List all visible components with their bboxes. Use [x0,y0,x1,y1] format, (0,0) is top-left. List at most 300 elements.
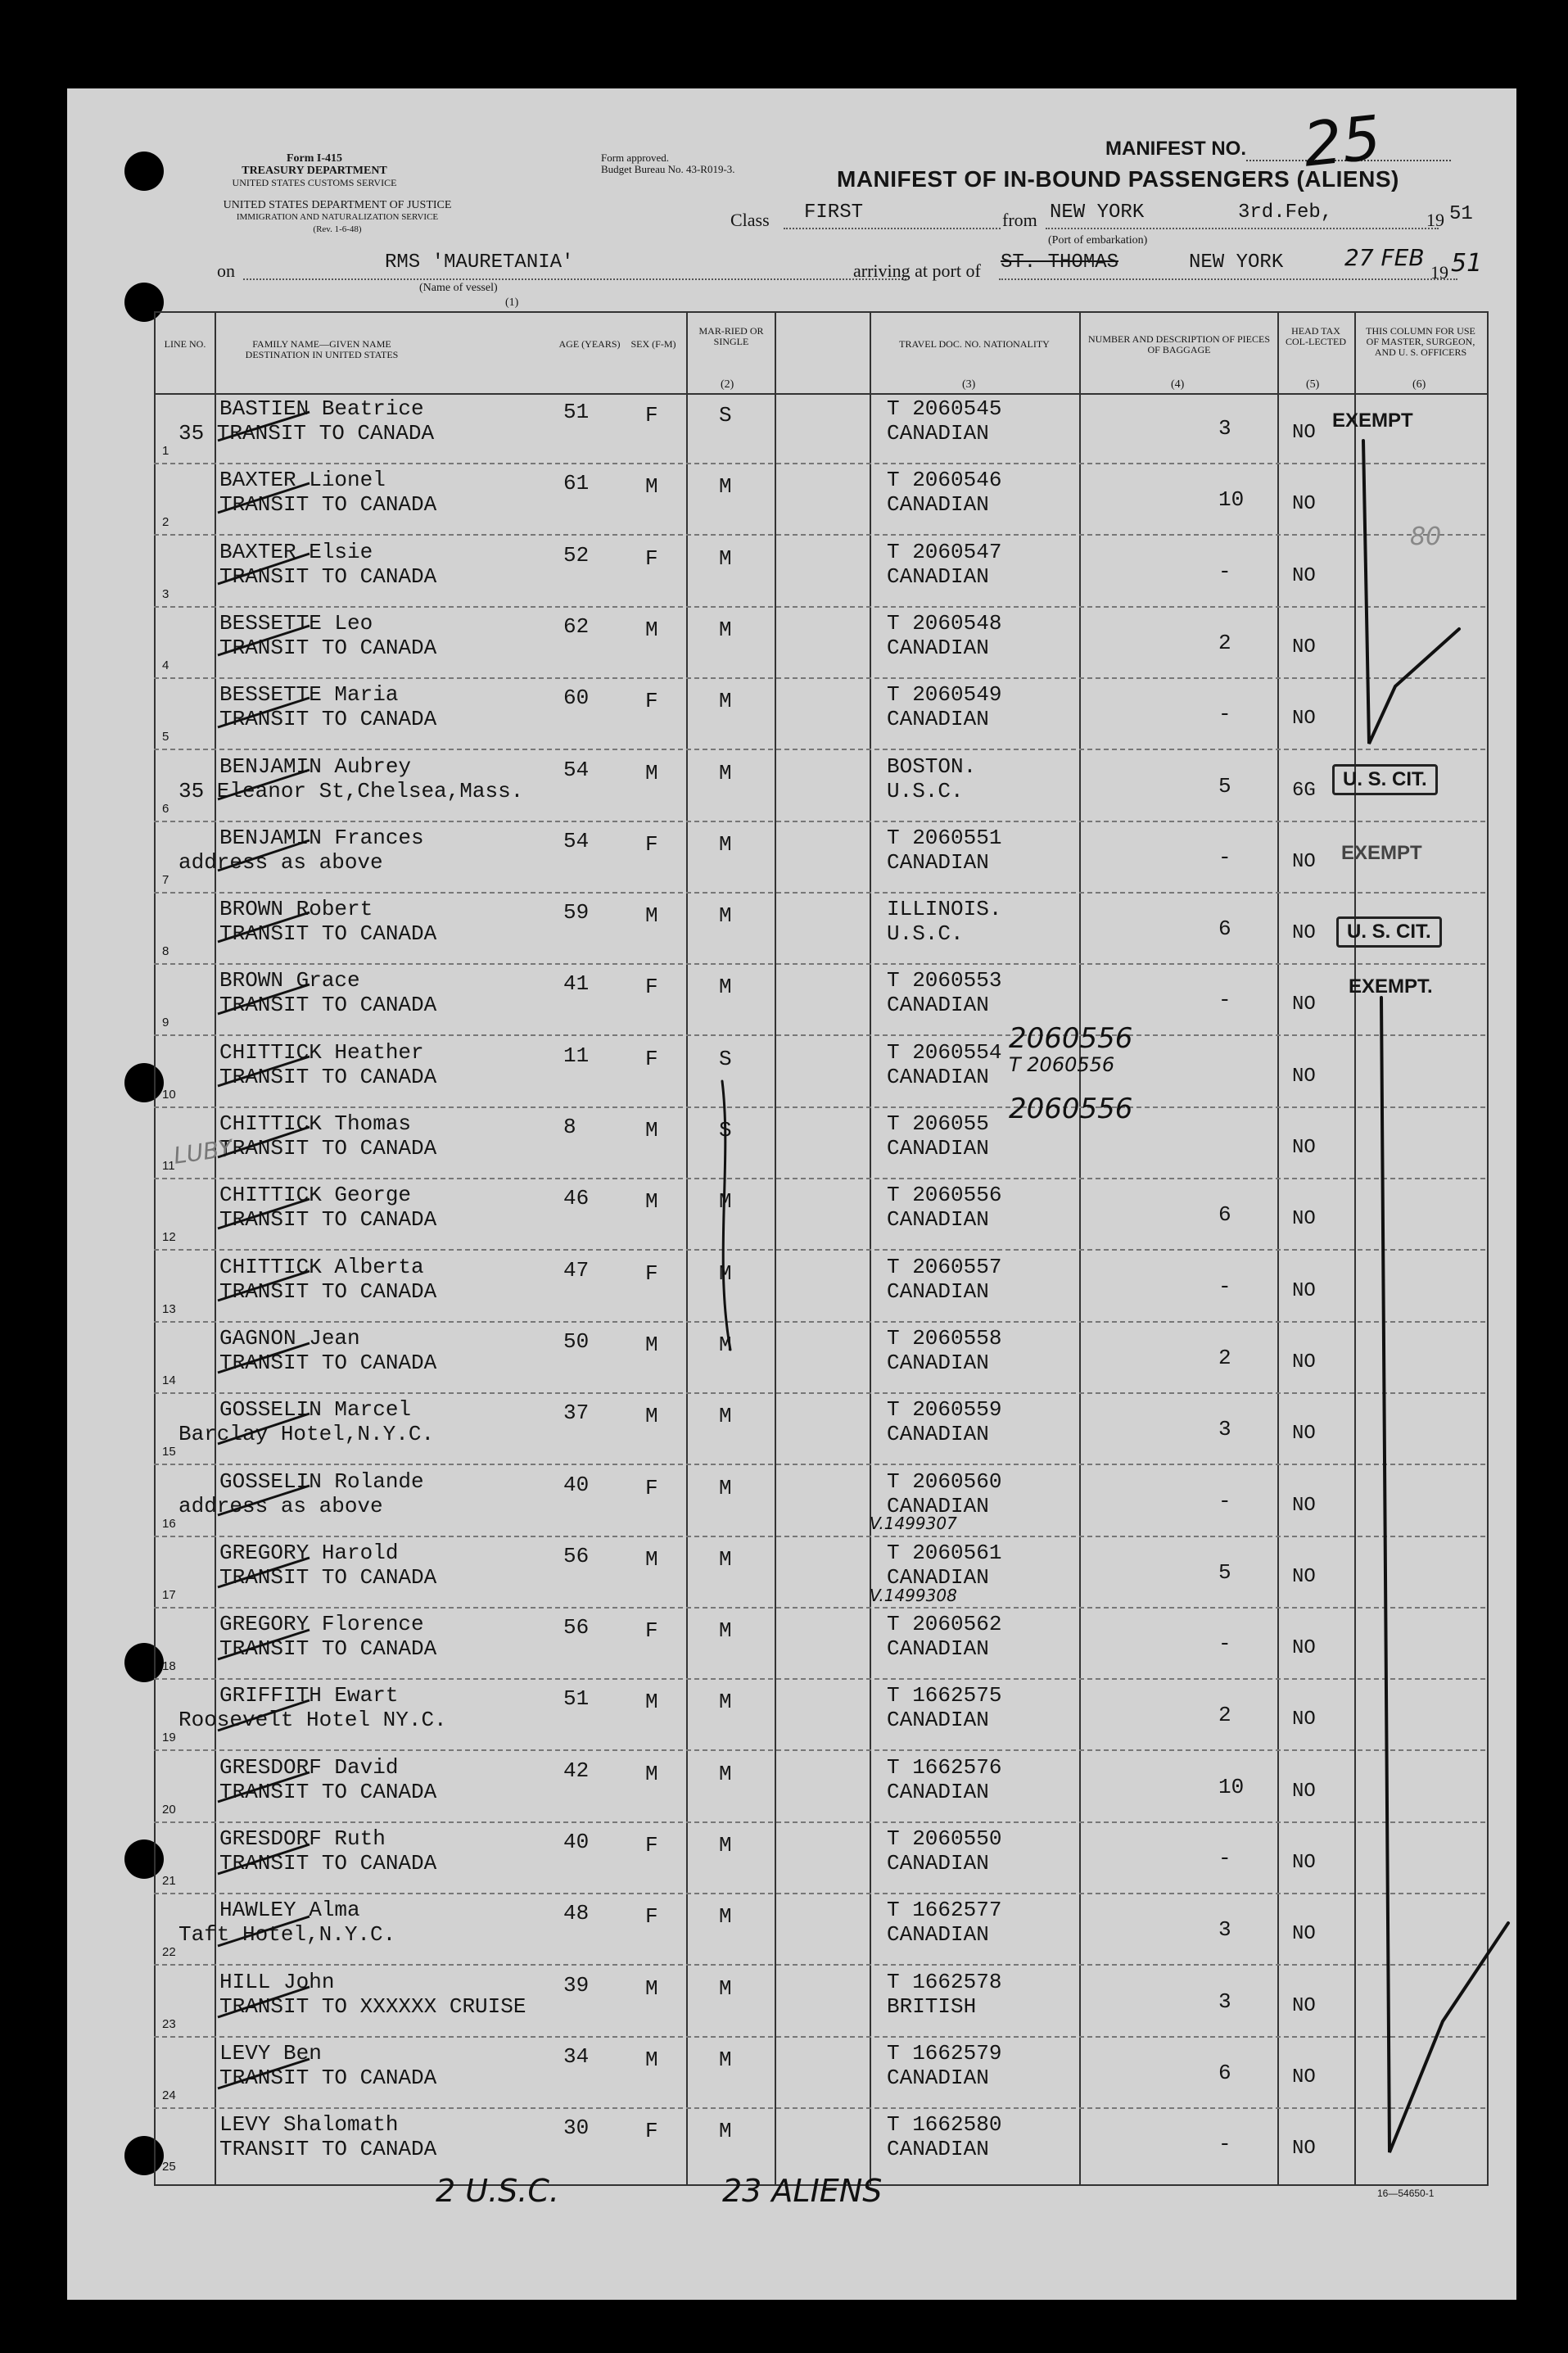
destination: TRANSIT TO CANADA [219,1636,437,1662]
head-tax: NO [1292,1494,1316,1517]
destination: TRANSIT TO CANADA [219,2065,437,2090]
col-travel-doc: TRAVEL DOC. NO. NATIONALITY [899,338,1050,350]
age: 37 [563,1400,590,1426]
travel-doc-no: T 206055 [887,1111,989,1136]
destination: TRANSIT TO CANADA [219,993,437,1018]
marital-status: M [719,1975,732,2001]
line-number: 1 [162,444,169,458]
head-tax: NO [1292,564,1316,587]
nationality: CANADIAN [887,1493,989,1518]
sex: M [645,1189,658,1215]
check-mark [1381,998,1508,2152]
form-number: Form I-415 [286,152,343,165]
destination: TRANSIT TO CANADA [219,492,437,518]
marital-status: M [719,1618,732,1644]
destination: TRANSIT TO CANADA [219,707,437,732]
family-given-name: CHITTICK Thomas [219,1111,412,1136]
age: 41 [563,971,590,997]
line-number: 24 [162,2088,176,2102]
destination: TRANSIT TO CANADA [219,563,437,589]
sex: M [645,474,658,500]
destination: TRANSIT TO CANADA [219,2137,437,2162]
travel-doc-no: ILLINOIS. [887,897,1002,922]
family-given-name: LEVY Ben [219,2040,322,2066]
marital-status: M [719,760,732,785]
age: 40 [563,1472,590,1497]
travel-doc-no: T 1662578 [887,1969,1002,1994]
age: 48 [563,1901,590,1926]
line-number: 4 [162,658,169,672]
baggage-count: 2 [1218,1345,1231,1370]
destination: TRANSIT TO CANADA [219,1564,437,1590]
arriving-label: arriving at port of [853,260,981,281]
family-given-name: GREGORY Harold [219,1540,399,1565]
age: 8 [563,1115,576,1139]
col-num-3: (3) [962,378,976,391]
from-label: from [1002,210,1037,230]
line-number: 9 [162,1016,169,1030]
line-number: 22 [162,1945,176,1960]
age: 62 [563,613,590,639]
doc-correction: T 2060556 [1009,1053,1115,1076]
nationality: CANADIAN [887,421,989,446]
col-line-no: LINE NO. [164,338,206,350]
age: 51 [563,1686,590,1712]
nationality: CANADIAN [887,563,989,589]
line-number: 25 [162,2160,176,2174]
head-tax: NO [1292,1780,1316,1803]
sex: M [645,1404,658,1429]
visa-number: V.1499307 [870,1514,957,1533]
col-baggage: NUMBER AND DESCRIPTION OF PIECES OF BAGGAGE [1087,333,1271,355]
tally-usc: 2 U.S.C. [436,2173,559,2209]
col-name: FAMILY NAME—GIVEN NAME DESTINATION IN UNITED STATES [245,338,399,360]
family-given-name: GOSSELIN Marcel [219,1397,412,1423]
family-given-name: LEVY Shalomath [219,2112,399,2138]
baggage-count: - [1218,988,1231,1013]
marital-status: M [719,975,732,1000]
nationality: CANADIAN [887,635,989,660]
sex: F [645,545,658,571]
head-tax: NO [1292,850,1316,873]
sex: M [645,760,658,785]
destination: TRANSIT TO CANADA [219,921,437,947]
customs-service: UNITED STATES CUSTOMS SERVICE [232,177,397,188]
sex: F [645,975,658,1000]
marital-status: M [719,1761,732,1786]
baggage-count: - [1218,1274,1231,1299]
sex: F [645,1904,658,1930]
manifest-title: MANIFEST OF IN-BOUND PASSENGERS (ALIENS) [837,166,1399,192]
doc-correction: 2060556 [1009,1022,1133,1055]
age: 40 [563,1830,590,1854]
travel-doc-no: T 2060549 [887,682,1002,708]
nationality: CANADIAN [887,1922,989,1948]
nationality: CANADIAN [887,993,989,1018]
marital-status: M [719,1690,732,1715]
baggage-count: - [1218,1631,1231,1657]
destination: TRANSIT TO CANADA [219,635,437,660]
arriving-struck: ST. THOMAS [1001,251,1119,274]
head-tax: NO [1292,1065,1316,1088]
travel-doc-no: T 2060548 [887,610,1002,636]
age: 56 [563,1615,590,1640]
nationality: CANADIAN [887,707,989,732]
head-tax: NO [1292,2066,1316,2088]
family-given-name: BAXTER Elsie [219,539,373,564]
head-tax: NO [1292,993,1316,1016]
line-number: 18 [162,1659,176,1674]
marital-status: M [719,1332,732,1357]
line-number: 15 [162,1445,176,1459]
travel-doc-no: T 2060557 [887,1254,1002,1279]
age: 47 [563,1257,590,1283]
family-given-name: CHITTICK Alberta [219,1254,424,1279]
travel-doc-no: T 2060559 [887,1397,1002,1423]
marital-status: M [719,903,732,929]
immigration-service: IMMIGRATION AND NATURALIZATION SERVICE [236,212,439,222]
baggage-count: 5 [1218,773,1231,799]
handwriting-layer [67,88,1516,2300]
marital-status: M [719,1475,732,1500]
family-given-name: BASTIEN Beatrice [219,396,424,421]
line-number: 6 [162,801,169,816]
sex: F [645,2119,658,2144]
marital-status: M [719,689,732,714]
sex: F [645,831,658,857]
col-num-6: (6) [1412,378,1426,391]
line-number: 12 [162,1230,176,1245]
marital-status: S [719,1046,732,1071]
marital-status: M [719,1260,732,1286]
baggage-count: 3 [1218,416,1231,441]
manifest-no-label: MANIFEST NO. [1105,138,1246,160]
age: 30 [563,2115,590,2141]
arriving-date-hw: 27 FEB [1344,244,1425,271]
nationality: CANADIAN [887,1708,989,1733]
treasury-dept: TREASURY DEPARTMENT [242,165,387,177]
head-tax: NO [1292,1994,1316,2017]
age: 46 [563,1186,590,1211]
marital-status: M [719,474,732,500]
age: 54 [563,828,590,853]
family-given-name: BESSETTE Maria [219,682,399,708]
baggage-count: - [1218,702,1231,727]
travel-doc-no: BOSTON. [887,753,977,779]
family-given-name: BENJAMIN Frances [219,825,424,850]
line-number: 16 [162,1516,176,1531]
destination: Taft Hotel,N.Y.C. [178,1922,396,1948]
family-given-name: BAXTER Lionel [219,468,386,493]
family-given-name: GRIFFITH Ewart [219,1683,399,1708]
travel-doc-no: T 2060558 [887,1325,1002,1351]
marital-status: M [719,2119,732,2144]
manifest-sheet [67,88,1516,2300]
nationality: CANADIAN [887,492,989,518]
age: 50 [563,1328,590,1354]
marital-status: M [719,1404,732,1429]
col-age: AGE (YEARS) [558,338,621,350]
family-given-name: BESSETTE Leo [219,610,373,636]
port-caption: (Port of embarkation) [1048,234,1148,247]
family-given-name: GRESDORF Ruth [219,1826,386,1851]
family-given-name: GRESDORF David [219,1754,399,1780]
nationality: CANADIAN [887,1278,989,1304]
destination: TRANSIT TO CANADA [219,1779,437,1804]
family-given-name: BENJAMIN Aubrey [219,753,412,779]
age: 59 [563,900,590,925]
year-prefix: 19 [1426,210,1444,230]
col-num-2: (2) [721,378,734,391]
sex: F [645,1618,658,1644]
check-mark [1363,441,1459,744]
from-value: NEW YORK [1050,201,1145,224]
travel-doc-no: T 2060556 [887,1183,1002,1208]
marital-status: M [719,831,732,857]
head-tax: NO [1292,708,1316,731]
destination: 35 TRANSIT TO CANADA [178,421,435,446]
family-given-name: CHITTICK George [219,1183,412,1208]
family-given-name: BROWN Robert [219,897,373,922]
travel-doc-no: T 2060553 [887,968,1002,993]
destination: TRANSIT TO CANADA [219,1278,437,1304]
age: 34 [563,2043,590,2069]
marital-status: M [719,1904,732,1930]
marital-status: M [719,1189,732,1215]
travel-doc-no: T 1662576 [887,1754,1002,1780]
doc-correction: 2060556 [1009,1093,1133,1125]
destination: TRANSIT TO CANADA [219,1207,437,1233]
year-suffix: 51 [1449,203,1473,225]
baggage-count: 3 [1218,1917,1231,1943]
line-number: 7 [162,872,169,887]
baggage-count: 6 [1218,1202,1231,1228]
line-number: 10 [162,1087,176,1102]
line-number: 11 [162,1159,175,1173]
age: 52 [563,542,590,568]
head-tax: NO [1292,1637,1316,1660]
age: 60 [563,686,590,711]
nationality: U.S.C. [887,921,964,947]
sex: M [645,1332,658,1357]
line-number: 20 [162,1802,176,1817]
baggage-count: - [1218,1488,1231,1514]
marital-status: M [719,1833,732,1858]
baggage-count: 5 [1218,1559,1231,1585]
family-given-name: CHITTICK Heather [219,1039,424,1065]
marital-status: M [719,617,732,642]
nationality: CANADIAN [887,1350,989,1375]
exempt-stamp: EXEMPT [1332,410,1413,432]
family-given-name: GAGNON Jean [219,1325,360,1351]
head-tax: NO [1292,922,1316,945]
nationality: CANADIAN [887,1564,989,1590]
marital-status: M [719,2047,732,2072]
baggage-count: 2 [1218,1703,1231,1728]
head-tax: NO [1292,1208,1316,1231]
col-head-tax: HEAD TAX COL-LECTED [1286,325,1346,347]
tally-aliens: 23 ALIENS [722,2173,883,2209]
head-tax: NO [1292,1351,1316,1373]
line-number: 23 [162,2016,176,2031]
sex: F [645,403,658,428]
marital-status: M [719,1546,732,1572]
col-sex: SEX (F-M) [630,338,676,350]
us-cit-stamp: U. S. CIT. [1332,764,1438,795]
date-value: 3rd.Feb, [1238,201,1333,224]
travel-doc-no: T 2060561 [887,1540,1002,1565]
age: 56 [563,1543,590,1568]
nationality: CANADIAN [887,1851,989,1876]
line-number: 2 [162,515,169,530]
nationality: CANADIAN [887,1207,989,1233]
nationality: CANADIAN [887,1636,989,1662]
line-number: 17 [162,1587,176,1602]
baggage-count: - [1218,559,1231,584]
travel-doc-no: T 2060550 [887,1826,1002,1851]
destination: address as above [178,1493,383,1518]
arriving-year-prefix: 19 [1430,262,1448,283]
baggage-count: 2 [1218,630,1231,655]
line-number: 8 [162,944,169,959]
sex: F [645,1046,658,1071]
head-tax: NO [1292,1137,1316,1159]
line-number: 13 [162,1301,176,1316]
baggage-count: 10 [1218,487,1245,513]
age: 51 [563,400,590,424]
arriving-value: NEW YORK [1189,251,1284,274]
nationality: CANADIAN [887,2065,989,2090]
sex: F [645,689,658,714]
head-tax: NO [1292,636,1316,658]
head-tax: NO [1292,422,1316,444]
baggage-count: 6 [1218,2060,1231,2085]
sex: M [645,1118,658,1143]
nationality: U.S.C. [887,778,964,803]
age: 11 [563,1043,590,1068]
head-tax: NO [1292,493,1316,516]
nationality: CANADIAN [887,1136,989,1161]
sex: M [645,903,658,929]
head-tax: NO [1292,1565,1316,1588]
travel-doc-no: T 2060547 [887,539,1002,564]
destination: 35 Eleanor St,Chelsea,Mass. [178,778,524,803]
head-tax: NO [1292,1923,1316,1946]
sex: M [645,617,658,642]
exempt-stamp: EXEMPT [1341,842,1422,864]
luby-note: LUBY [172,1134,234,1170]
nationality: CANADIAN [887,2137,989,2162]
sex: M [645,1546,658,1572]
col-num-1-top: (1) [505,296,519,309]
visa-number: V.1499308 [870,1586,957,1605]
travel-doc-no: T 2060562 [887,1612,1002,1637]
travel-doc-no: T 1662580 [887,2112,1002,2138]
baggage-count: 10 [1218,1774,1245,1799]
form-approved: Form approved. [601,152,670,164]
footer-code: 16—54650-1 [1377,2188,1435,2199]
line-number: 19 [162,1731,176,1745]
family-given-name: HAWLEY Alma [219,1898,360,1923]
col-num-5: (5) [1306,378,1320,391]
marital-status: S [719,403,732,428]
sex: F [645,1833,658,1858]
on-label: on [217,260,235,281]
justice-dept: UNITED STATES DEPARTMENT OF JUSTICE [223,199,452,211]
destination: TRANSIT TO CANADA [219,1851,437,1876]
destination: TRANSIT TO CANADA [219,1350,437,1375]
age: 39 [563,1972,590,1998]
baggage-count: 3 [1218,1417,1231,1442]
sex: M [645,1761,658,1786]
sex: F [645,1260,658,1286]
family-given-name: GOSSELIN Rolande [219,1468,424,1494]
head-tax: 6G [1292,779,1316,802]
vessel-value: RMS 'MAURETANIA' [385,251,574,274]
class-label: Class [730,210,770,230]
sex: M [645,1690,658,1715]
head-tax: NO [1292,2138,1316,2161]
col-officers: THIS COLUMN FOR USE OF MASTER, SURGEON, AND U. S. OFFICERS [1366,325,1475,358]
travel-doc-no: T 1662579 [887,2040,1002,2066]
sex: M [645,1975,658,2001]
number-80: 80 [1410,523,1442,551]
us-cit-stamp: U. S. CIT. [1336,916,1442,948]
nationality: BRITISH [887,1993,977,2019]
nationality: CANADIAN [887,1779,989,1804]
travel-doc-no: T 2060551 [887,825,1002,850]
arriving-year-hw: 51 [1451,249,1483,278]
head-tax: NO [1292,1852,1316,1874]
sex: F [645,1475,658,1500]
marital-status: M [719,545,732,571]
nationality: CANADIAN [887,1422,989,1447]
age: 61 [563,471,590,496]
sex: M [645,2047,658,2072]
head-tax: NO [1292,1279,1316,1302]
line-number: 21 [162,1874,176,1888]
manifest-no-value: 25 [1299,102,1385,181]
travel-doc-no: T 2060545 [887,396,1002,421]
destination: TRANSIT TO XXXXXX CRUISE [219,1993,526,2019]
baggage-count: 6 [1218,916,1231,942]
destination: TRANSIT TO CANADA [219,1064,437,1089]
destination: Barclay Hotel,N.Y.C. [178,1422,435,1447]
destination: address as above [178,849,383,875]
nationality: CANADIAN [887,849,989,875]
baggage-count: 3 [1218,1989,1231,2014]
line-number: 14 [162,1373,176,1387]
col-married: MAR-RIED OR SINGLE [698,325,764,347]
bracket-mark [722,1081,730,1350]
revision-date: (Rev. 1-6-48) [313,224,362,234]
destination: TRANSIT TO CANADA [219,1136,437,1161]
family-given-name: GREGORY Florence [219,1612,424,1637]
exempt-stamp: EXEMPT. [1349,975,1433,998]
family-given-name: BROWN Grace [219,968,360,993]
baggage-count: - [1218,1846,1231,1871]
line-number: 5 [162,730,169,744]
nationality: CANADIAN [887,1064,989,1089]
travel-doc-no: T 2060560 [887,1468,1002,1494]
head-tax: NO [1292,1708,1316,1731]
line-number: 3 [162,586,169,601]
class-value: FIRST [804,201,864,224]
family-given-name: HILL John [219,1969,335,1994]
travel-doc-no: T 2060546 [887,468,1002,493]
travel-doc-no: T 1662575 [887,1683,1002,1708]
head-tax: NO [1292,1423,1316,1446]
